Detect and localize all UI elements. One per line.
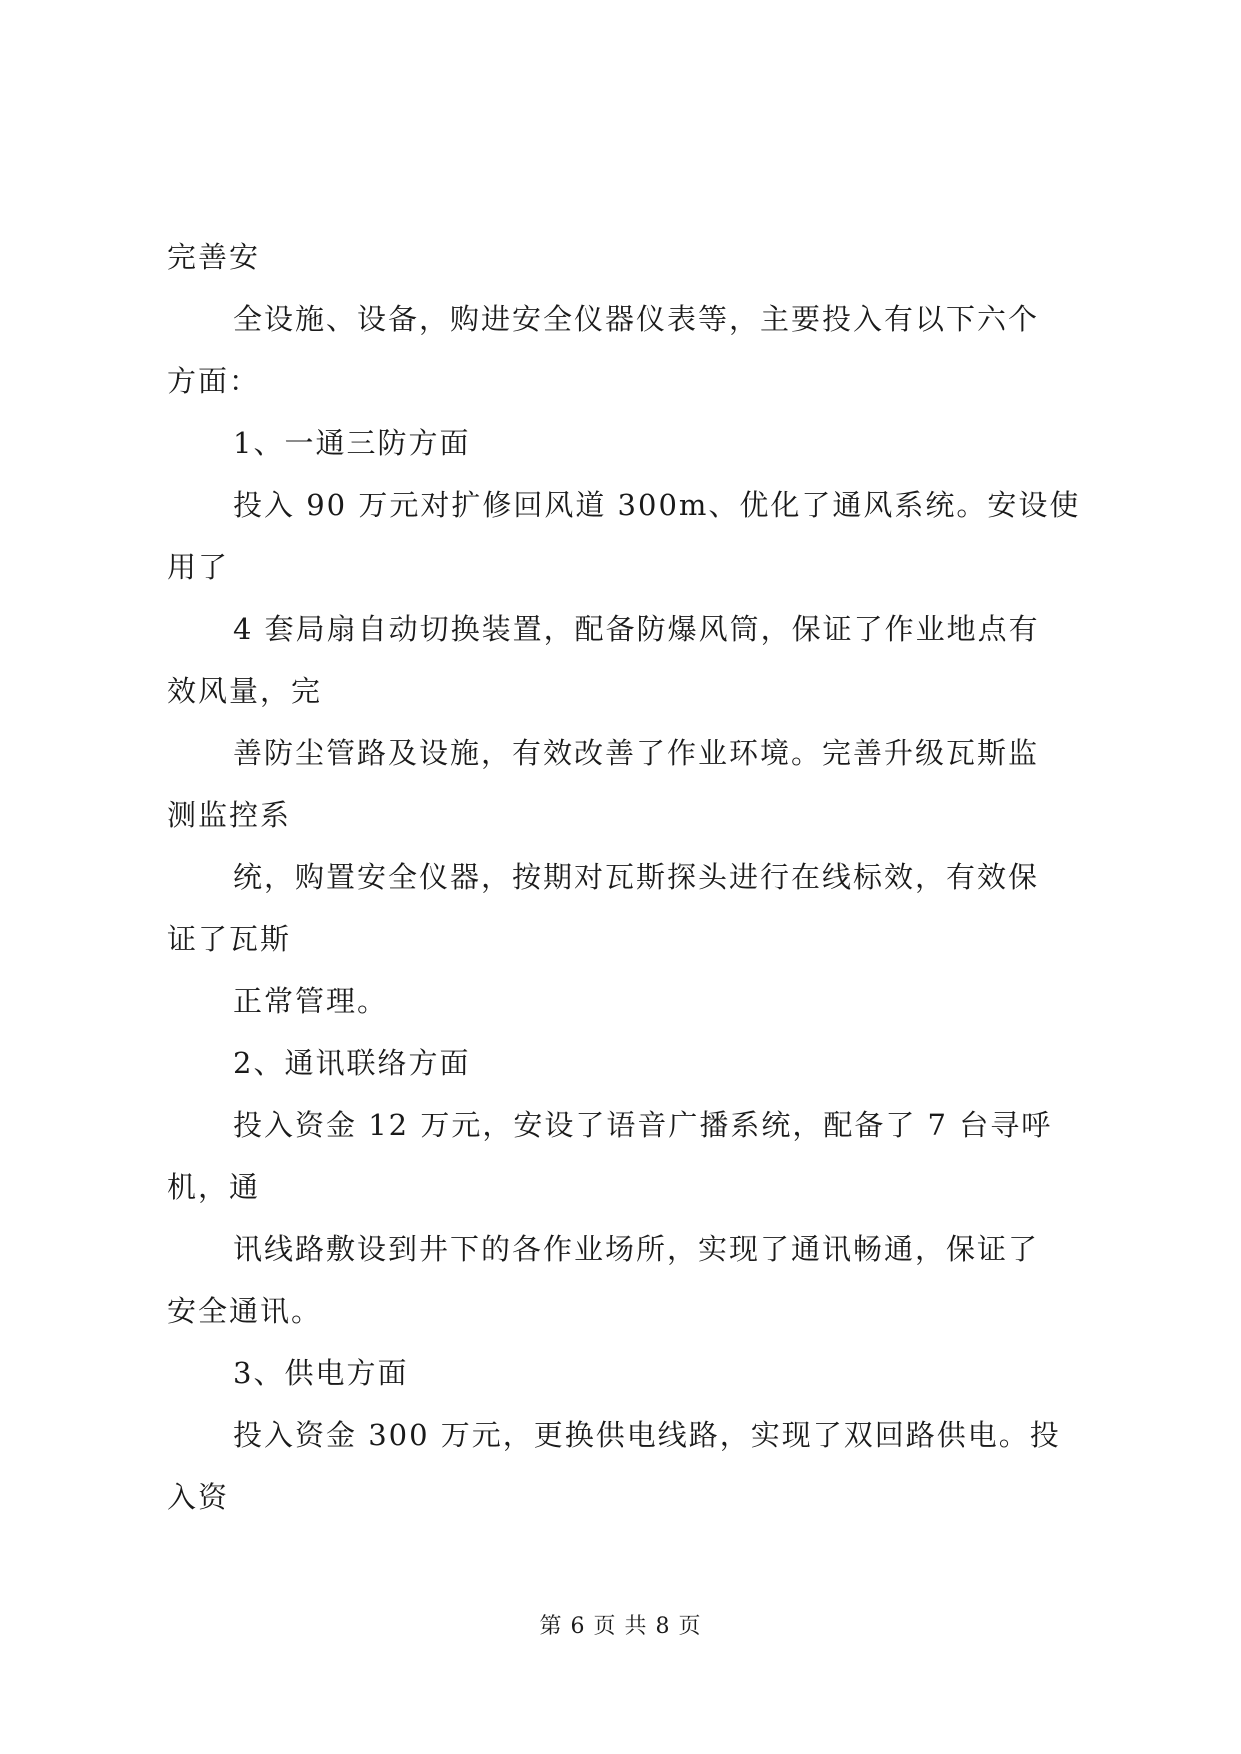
text-line: 4 套局扇自动切换装置，配备防爆风筒，保证了作业地点有 — [233, 612, 1040, 646]
text-line: 全设施、设备，购进安全仪器仪表等，主要投入有以下六个 — [233, 302, 1040, 336]
section-heading: 1、一通三防方面 — [233, 426, 471, 460]
page-footer: 第 6 页 共 8 页 — [539, 1614, 702, 1639]
text-line: 效风量，完 — [167, 674, 323, 708]
text-line: 入资 — [167, 1480, 230, 1514]
section-heading: 3、供电方面 — [233, 1356, 409, 1390]
text-line: 善防尘管路及设施，有效改善了作业环境。完善升级瓦斯监 — [233, 736, 1040, 770]
document-body — [167, 226, 1087, 1528]
text-line: 正常管理。 — [233, 984, 389, 1018]
text-line: 讯线路敷设到井下的各作业场所，实现了通讯畅通，保证了 — [233, 1232, 1040, 1266]
text-line: 方面： — [167, 364, 261, 398]
text-line: 安全通讯。 — [167, 1294, 323, 1328]
text-line: 测监控系 — [167, 798, 292, 832]
text-line: 投入 90 万元对扩修回风道 300m、优化了通风系统。安设使 — [233, 488, 1081, 522]
text-line: 证了瓦斯 — [167, 922, 292, 956]
text-line: 完善安 — [167, 240, 261, 274]
text-line: 机，通 — [167, 1170, 261, 1204]
text-line: 用了 — [167, 550, 230, 584]
text-line: 投入资金 300 万元，更换供电线路，实现了双回路供电。投 — [233, 1418, 1061, 1452]
text-line: 统，购置安全仪器，按期对瓦斯探头进行在线标效，有效保 — [233, 860, 1040, 894]
section-heading: 2、通讯联络方面 — [233, 1046, 471, 1080]
text-line: 投入资金 12 万元，安设了语音广播系统，配备了 7 台寻呼 — [233, 1108, 1053, 1142]
